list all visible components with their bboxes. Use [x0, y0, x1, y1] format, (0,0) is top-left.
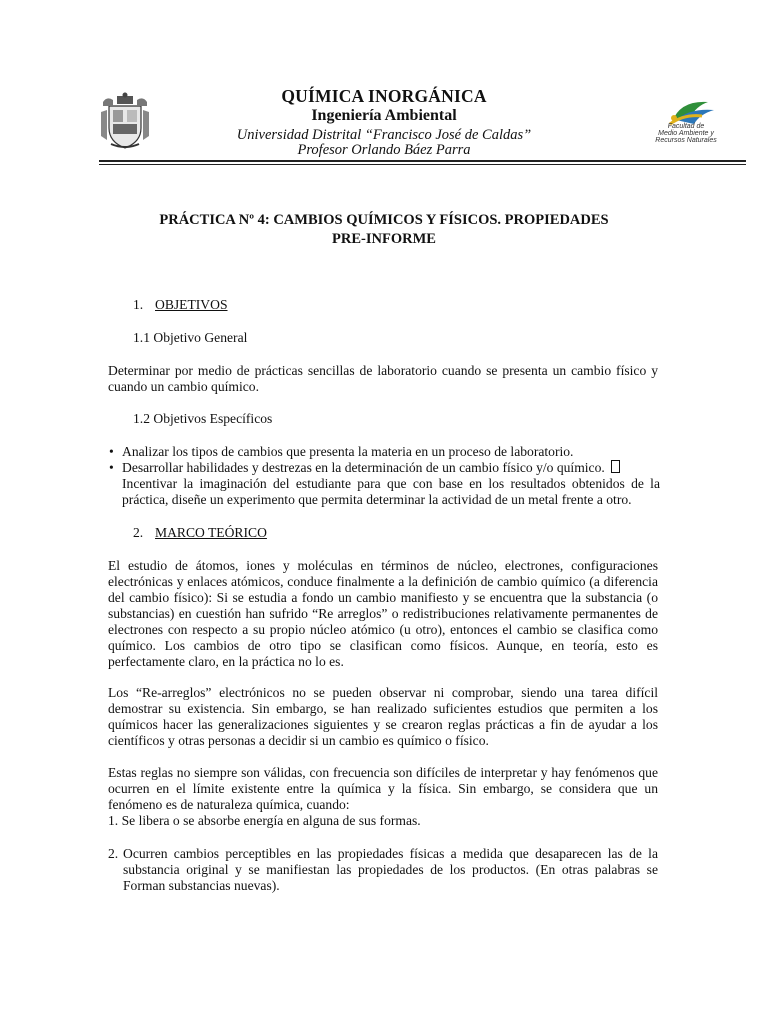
rule-item-2-number: 2. — [108, 846, 119, 861]
document-title: PRÁCTICA Nº 4: CAMBIOS QUÍMICOS Y FÍSICOS. PROPIEDADES — [159, 212, 609, 228]
list-item — [108, 444, 660, 460]
subheading-objetivos-especificos: 1.2 Objetivos Específicos — [133, 411, 273, 426]
list-item-text: Incentivar la imaginación del estudiante para que con base en los resultados obtenidos de la práctica, diseñe un experimento que permita determinar la actividad de un metal frente a otro. — [122, 476, 660, 507]
section-heading-objetivos: OBJETIVOS — [155, 297, 228, 312]
rule-item-1: 1. Se libera o se absorbe energía en alguna de sus formas. — [108, 813, 421, 828]
faculty-logo-line-1: Facultad de — [667, 123, 705, 130]
faculty-emblem-icon — [650, 96, 720, 126]
university-crest-icon — [99, 92, 151, 150]
course-title: QUÍMICA INORGÁNICA — [281, 86, 487, 106]
paragraph-marco-1: El estudio de átomos, iones y moléculas en términos de núcleo, electrones, configuraciones electrónicas y enlaces atómicos, conduce finalmente a la definición de cambio químico (a diferencia del cambio físico): Si se estudia a fondo un cambio manifiesto y se encuentra que la substancia (o substancias) en cuestión han sufrido “Re arreglos” o redistribuciones relativamente permanentes de electrones con respecto a su propio núcleo atómico (u otro), entonces el cambio se clasifica como químico. Los cambios de otro tipo se clasifican como físicos. Aunque, en teoría, esto es perfectamente claro, en la práctica no lo es. — [108, 558, 658, 669]
list-item — [108, 476, 660, 508]
subheading-objetivo-general: 1.1 Objetivo General — [133, 330, 248, 345]
paragraph-marco-3: Estas reglas no siempre son válidas, con frecuencia son difíciles de interpretar y hay fenómenos que ocurren en el límite existente entre la química y la física. Sin embargo, se considera que un fenómeno es de naturaleza química, cuando: — [108, 765, 658, 812]
paragraph-objetivo-general: Determinar por medio de prácticas sencillas de laboratorio cuando se presenta un cambio físico y cuando un cambio químico. — [108, 363, 658, 394]
faculty-logo — [650, 96, 720, 146]
list-item-text: Analizar los tipos de cambios que presenta la materia en un proceso de laboratorio. — [122, 444, 574, 459]
document-subtitle: PRE-INFORME — [332, 231, 436, 247]
missing-glyph-icon — [611, 460, 620, 473]
header-rule-thin — [99, 164, 746, 165]
faculty-logo-line-2: Medio Ambiente y — [658, 130, 714, 137]
specific-objectives-list — [108, 444, 660, 508]
bullet-icon: • — [109, 444, 114, 459]
list-item — [108, 460, 660, 476]
header-rule-thick — [99, 160, 746, 162]
program-name: Ingeniería Ambiental — [311, 107, 457, 124]
section-heading-marco: MARCO TEÓRICO — [155, 525, 267, 540]
section-number-objetivos: 1. — [133, 297, 144, 312]
rule-item-2 — [108, 846, 658, 894]
list-item-text: Desarrollar habilidades y destrezas en la determinación de un cambio físico y/o químico. — [122, 460, 605, 475]
professor-name: Profesor Orlando Báez Parra — [297, 142, 471, 158]
bullet-icon: • — [109, 460, 114, 475]
university-name: Universidad Distrital “Francisco José de Caldas” — [236, 127, 532, 143]
section-number-marco: 2. — [133, 525, 144, 540]
rule-item-2-text: Ocurren cambios perceptibles en las propiedades físicas a medida que desaparecen las de la substancia original y se manifiestan las propiedades de los productos. (En otras palabras se Forman substancias nuevas). — [123, 846, 658, 893]
paragraph-marco-2: Los “Re-arreglos” electrónicos no se pueden observar ni comprobar, siendo una tarea difícil demostrar su existencia. Sin embargo, se han realizado suficientes estudios que permiten a los químicos hacer las generalizaciones siguientes y se crearon reglas prácticas a fin de ayudar a los científicos y otras personas a decidir si un cambio es químico o físico. — [108, 685, 658, 748]
faculty-logo-line-3: Recursos Naturales — [655, 137, 717, 144]
